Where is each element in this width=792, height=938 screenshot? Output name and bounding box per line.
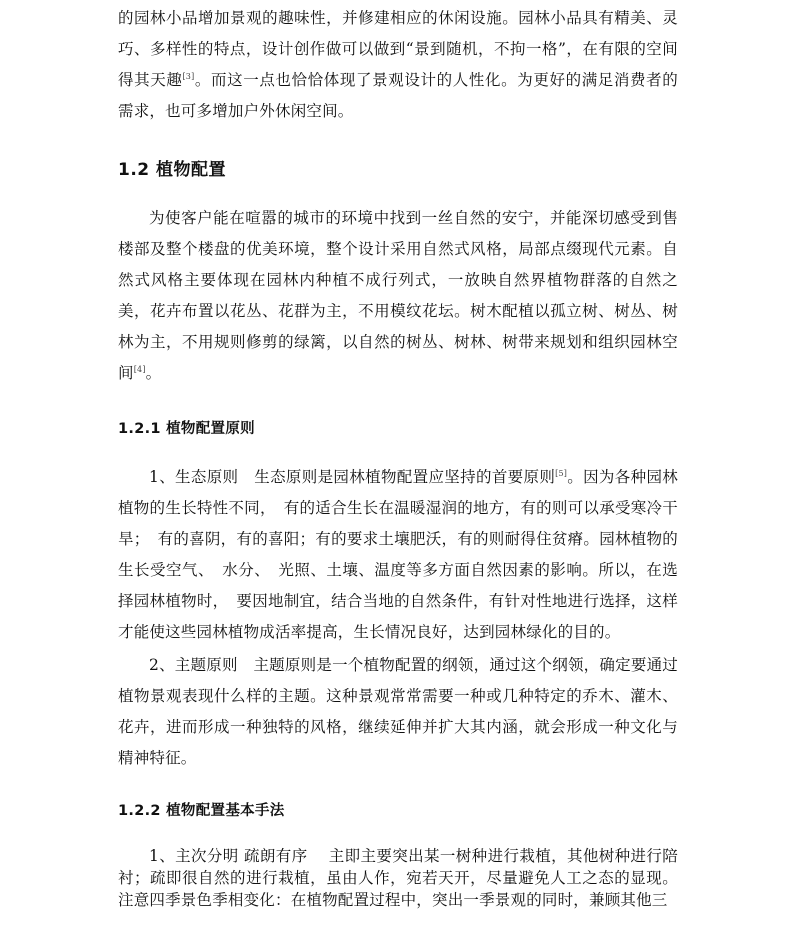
paragraph-text: 为使客户能在喧嚣的城市的环境中找到一丝自然的安宁，并能深切感受到售楼部及整个楼盘的优美环境，整个设计采用自然式风格，局部点缀现代元素。自然式风格主要体现在园林内种植不成行列式，一放映自然界植物群落的自然之美，花卉布置以花丛、花群为主，不用模纹花坛。树木配植以孤立树、树丛、树林为主，不用规则修剪的绿篱，以自然的树丛、树林、树带来规划和组织园林空间 [118,209,678,382]
citation-ref: [3] [182,71,195,81]
citation-ref: [5] [555,468,568,478]
paragraph-plant-configuration [118,203,678,389]
paragraph-ecology-principle [118,462,678,648]
section-heading-1-2-1: 1.2.1 植物配置原则 [118,421,255,437]
paragraph-basic-techniques: 1、主次分明 疏朗有序 主即主要突出某一树种进行栽植，其他树种进行陪衬；疏即很自然的进行栽植，虽由人作，宛若天开，尽量避免人工之态的显现。注意四季景色季相变化：在植物配置过程中，突出一季景观的同时，兼顾其他三 [118,847,678,909]
paragraph-theme-principle: 2、主题原则 主题原则是一个植物配置的纲领，通过这个纲领，确定要通过植物景观表现什么样的主题。这种景观常常需要一种或几种特定的乔木、灌木、花卉，进而形成一种独特的风格，继续延伸并扩大其内涵，就会形成一种文化与精神特征。 [118,656,678,767]
section-heading-1-2: 1.2 植物配置 [118,160,227,180]
paragraph-text-tail: 。因为各种园林植物的生长特性不同， 有的适合生长在温暖湿润的地方，有的则可以承受寒冷干旱； 有的喜阴，有的喜阳；有的要求土壤肥沃，有的则耐得住贫瘠。园林植物的生长受空气、 水分、 光照、土壤、温度等多方面自然因素的影响。所以，在选择园林植物时， 要因地制宜，结合当地的自然条件，有针对性地进行选择，这样才能使这些园林植物成活率提高，生长情况良好，达到园林绿化的目的。 [118,468,678,641]
paragraph-text: 的园林小品增加景观的趣味性，并修建相应的休闲设施。园林小品具有精美、灵巧、多样性的特点，设计创作做可以做到“景到随机，不拘一格”，在有限的空间得其天趣 [118,9,678,89]
paragraph-text-tail: 。 [145,364,162,382]
section-heading-1-2-2: 1.2.2 植物配置基本手法 [118,803,285,819]
paragraph-intro [118,3,678,127]
citation-ref: [4] [133,364,146,374]
paragraph-text: 1、生态原则 生态原则是园林植物配置应坚持的首要原则 [149,468,556,486]
paragraph-text-tail: 。而这一点也恰恰体现了景观设计的人性化。为更好的满足消费者的需求，也可多增加户外休闲空间。 [118,71,678,120]
